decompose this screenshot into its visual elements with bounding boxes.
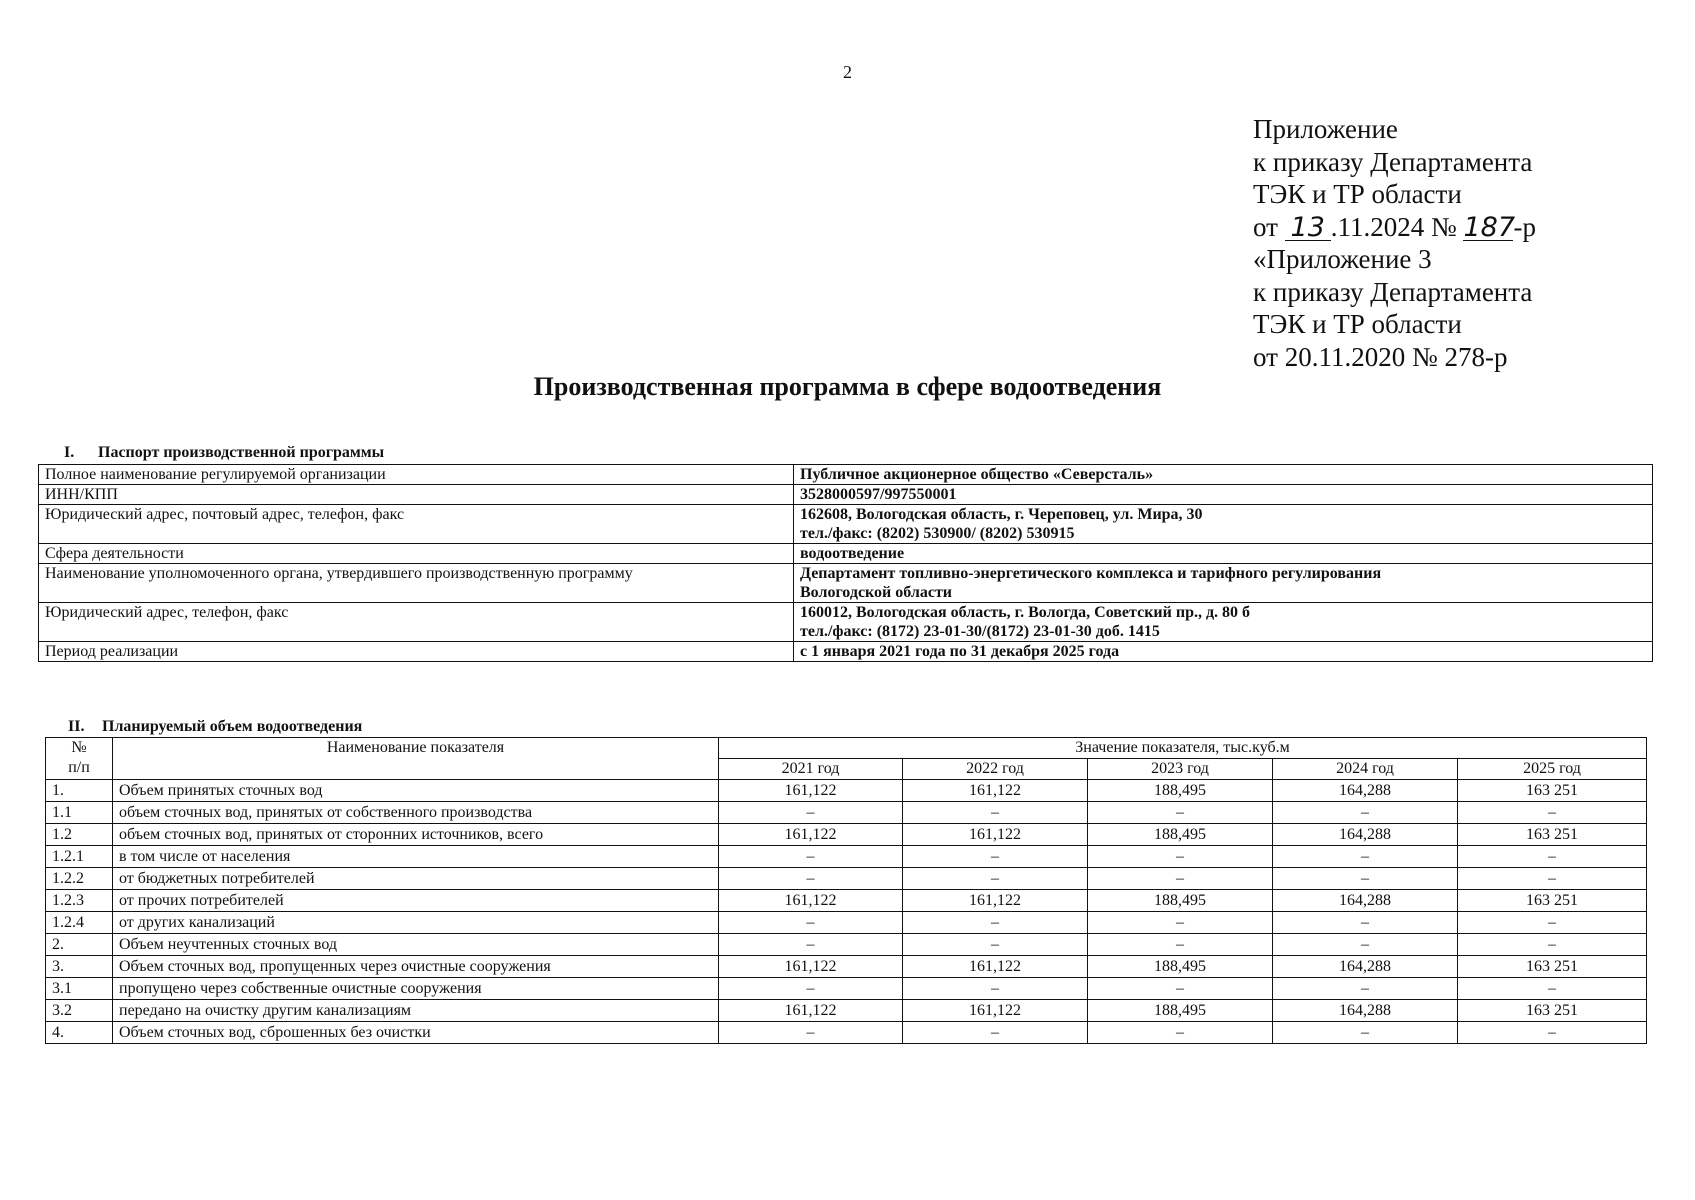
indicator-value: 188,495 <box>1088 890 1273 912</box>
volume-row <box>46 846 1647 868</box>
passport-row <box>39 564 1653 603</box>
appendix-line: ТЭК и ТР области <box>1253 309 1462 339</box>
date-prefix: от <box>1253 211 1278 242</box>
passport-row <box>39 603 1653 642</box>
passport-value-line: с 1 января 2021 года по 31 декабря 2025 года <box>800 643 1120 660</box>
column-header-year: 2024 год <box>1273 759 1458 780</box>
indicator-value: 161,122 <box>903 824 1088 846</box>
indicator-value: – <box>1458 802 1647 824</box>
indicator-value: – <box>719 934 903 956</box>
indicator-value: – <box>1088 934 1273 956</box>
indicator-value: – <box>1273 802 1458 824</box>
indicator-value: – <box>1458 978 1647 1000</box>
indicator-name: Объем сточных вод, пропущенных через очистные сооружения <box>113 956 719 978</box>
appendix-block <box>1253 113 1536 373</box>
volume-row <box>46 956 1647 978</box>
indicator-value: 163 251 <box>1458 956 1647 978</box>
indicator-value: – <box>1088 1022 1273 1044</box>
order-suffix: -р <box>1513 211 1536 242</box>
row-number: 1.1 <box>46 802 113 824</box>
indicator-value: 188,495 <box>1088 1000 1273 1022</box>
passport-table <box>38 464 1653 662</box>
indicator-value: 163 251 <box>1458 1000 1647 1022</box>
column-header-year: 2023 год <box>1088 759 1273 780</box>
indicator-name: объем сточных вод, принятых от собственного производства <box>113 802 719 824</box>
volume-row <box>46 802 1647 824</box>
passport-row <box>39 505 1653 544</box>
appendix-line: к приказу Департамента <box>1253 146 1533 177</box>
indicator-name: Объем принятых сточных вод <box>113 780 719 802</box>
passport-row <box>39 465 1653 485</box>
indicator-value: – <box>903 868 1088 890</box>
indicator-name: объем сточных вод, принятых от сторонних источников, всего <box>113 824 719 846</box>
volume-row <box>46 824 1647 846</box>
indicator-value: – <box>719 978 903 1000</box>
indicator-value: 161,122 <box>903 956 1088 978</box>
indicator-value: – <box>1458 846 1647 868</box>
indicator-value: – <box>719 912 903 934</box>
indicator-name: Объем неучтенных сточных вод <box>113 934 719 956</box>
row-number: 1.2.4 <box>46 912 113 934</box>
indicator-name: пропущено через собственные очистные сооружения <box>113 978 719 1000</box>
indicator-value: 161,122 <box>719 890 903 912</box>
indicator-value: – <box>1458 912 1647 934</box>
indicator-value: – <box>719 868 903 890</box>
indicator-value: 164,288 <box>1273 824 1458 846</box>
indicator-value: – <box>1458 934 1647 956</box>
appendix-line: ТЭК и ТР области <box>1253 179 1462 209</box>
indicator-value: – <box>903 1022 1088 1044</box>
row-number: 3.2 <box>46 1000 113 1022</box>
indicator-value: 164,288 <box>1273 956 1458 978</box>
section-1-heading <box>40 444 384 462</box>
row-number: 3.1 <box>46 978 113 1000</box>
appendix-line: от 20.11.2020 № 278-р <box>1253 341 1508 372</box>
indicator-value: – <box>1273 846 1458 868</box>
passport-row <box>39 544 1653 564</box>
indicator-value: 161,122 <box>903 1000 1088 1022</box>
column-header-year: 2021 год <box>719 759 903 780</box>
indicator-value: 163 251 <box>1458 780 1647 802</box>
indicator-name: от других канализаций <box>113 912 719 934</box>
passport-label: Наименование уполномоченного органа, утвердившего производственную программу <box>39 564 794 603</box>
indicator-value: – <box>903 846 1088 868</box>
indicator-value: – <box>1273 978 1458 1000</box>
indicator-value: – <box>1458 868 1647 890</box>
column-header-value-group: Значение показателя, тыс.куб.м <box>719 738 1647 759</box>
indicator-value: – <box>1088 868 1273 890</box>
passport-value-line: Департамент топливно-энергетического комплекса и тарифного регулирования <box>800 565 1382 582</box>
passport-value-line: водоотведение <box>800 545 905 562</box>
indicator-value: 161,122 <box>719 780 903 802</box>
column-header-number <box>46 738 113 780</box>
volume-table <box>45 737 1647 1044</box>
document-title: Производственная программа в сфере водоотведения <box>533 372 1162 401</box>
volume-row <box>46 890 1647 912</box>
row-number: 1.2.1 <box>46 846 113 868</box>
row-number: 1.2.2 <box>46 868 113 890</box>
indicator-value: 163 251 <box>1458 824 1647 846</box>
indicator-value: 164,288 <box>1273 1000 1458 1022</box>
passport-value <box>794 465 1653 485</box>
section-2-title: Планируемый объем водоотведения <box>102 718 363 735</box>
appendix-line: «Приложение 3 <box>1253 244 1432 274</box>
indicator-value: 161,122 <box>903 780 1088 802</box>
passport-value-line: Вологодской области <box>800 584 953 601</box>
column-header-number-line2: п/п <box>68 759 90 776</box>
passport-value <box>794 564 1653 603</box>
indicator-value: 164,288 <box>1273 890 1458 912</box>
indicator-value: 188,495 <box>1088 956 1273 978</box>
column-header-indicator: Наименование показателя <box>113 738 719 780</box>
volume-row <box>46 868 1647 890</box>
indicator-value: 161,122 <box>719 1000 903 1022</box>
indicator-value: 161,122 <box>719 824 903 846</box>
indicator-value: – <box>1088 912 1273 934</box>
passport-value-line: 162608, Вологодская область, г. Череповец, ул. Мира, 30 <box>800 506 1203 523</box>
indicator-value: – <box>1273 868 1458 890</box>
indicator-value: – <box>1088 846 1273 868</box>
row-number: 1.2 <box>46 824 113 846</box>
volume-row <box>46 1022 1647 1044</box>
handwritten-day: 13 <box>1285 216 1331 241</box>
indicator-value: – <box>719 846 903 868</box>
volume-row <box>46 912 1647 934</box>
passport-label: Полное наименование регулируемой организации <box>39 465 794 485</box>
passport-value <box>794 485 1653 505</box>
passport-value-line: Публичное акционерное общество «Северсталь» <box>800 466 1154 483</box>
appendix-line: к приказу Департамента <box>1253 276 1533 307</box>
handwritten-order-number: 187 <box>1463 211 1516 243</box>
row-number: 3. <box>46 956 113 978</box>
row-number: 1.2.3 <box>46 890 113 912</box>
passport-value <box>794 544 1653 564</box>
indicator-value: 163 251 <box>1458 890 1647 912</box>
indicator-value: – <box>719 1022 903 1044</box>
indicator-value: – <box>1273 934 1458 956</box>
indicator-value: – <box>719 802 903 824</box>
section-2-heading <box>44 718 362 736</box>
indicator-value: – <box>1088 802 1273 824</box>
indicator-name: от бюджетных потребителей <box>113 868 719 890</box>
passport-label: Сфера деятельности <box>39 544 794 564</box>
passport-value-line: тел./факс: (8202) 530900/ (8202) 530915 <box>800 525 1075 542</box>
passport-value-line: 3528000597/997550001 <box>800 486 957 503</box>
indicator-value: – <box>903 978 1088 1000</box>
indicator-value: 188,495 <box>1088 824 1273 846</box>
indicator-value: – <box>903 912 1088 934</box>
volume-row <box>46 978 1647 1000</box>
volume-row <box>46 780 1647 802</box>
date-rest: .11.2024 № <box>1330 211 1457 242</box>
passport-value <box>794 505 1653 544</box>
passport-label: Юридический адрес, телефон, факс <box>39 603 794 642</box>
row-number: 4. <box>46 1022 113 1044</box>
appendix-date-line <box>1253 211 1536 244</box>
section-1-number: I. <box>64 444 75 461</box>
indicator-value: – <box>1088 978 1273 1000</box>
row-number: 1. <box>46 780 113 802</box>
indicator-value: 161,122 <box>903 890 1088 912</box>
passport-label: Период реализации <box>39 642 794 662</box>
indicator-value: – <box>903 802 1088 824</box>
volume-row <box>46 934 1647 956</box>
passport-value <box>794 642 1653 662</box>
page-number: 2 <box>843 62 852 82</box>
passport-row <box>39 642 1653 662</box>
column-header-year: 2022 год <box>903 759 1088 780</box>
passport-label: Юридический адрес, почтовый адрес, телефон, факс <box>39 505 794 544</box>
indicator-name: от прочих потребителей <box>113 890 719 912</box>
section-1-title: Паспорт производственной программы <box>98 444 385 461</box>
column-header-number-line1: № <box>71 739 87 756</box>
passport-value-line: 160012, Вологодская область, г. Вологда, Советский пр., д. 80 б <box>800 604 1251 621</box>
passport-label: ИНН/КПП <box>39 485 794 505</box>
indicator-name: Объем сточных вод, сброшенных без очистки <box>113 1022 719 1044</box>
passport-value <box>794 603 1653 642</box>
indicator-value: 161,122 <box>719 956 903 978</box>
section-2-number: II. <box>68 718 85 735</box>
indicator-name: передано на очистку другим канализациям <box>113 1000 719 1022</box>
indicator-value: – <box>1458 1022 1647 1044</box>
volume-row <box>46 1000 1647 1022</box>
appendix-line: Приложение <box>1253 114 1398 144</box>
indicator-name: в том числе от населения <box>113 846 719 868</box>
column-header-year: 2025 год <box>1458 759 1647 780</box>
row-number: 2. <box>46 934 113 956</box>
indicator-value: – <box>903 934 1088 956</box>
passport-row <box>39 485 1653 505</box>
indicator-value: – <box>1273 1022 1458 1044</box>
indicator-value: – <box>1273 912 1458 934</box>
passport-value-line: тел./факс: (8172) 23-01-30/(8172) 23-01-30 доб. 1415 <box>800 623 1160 640</box>
indicator-value: 164,288 <box>1273 780 1458 802</box>
indicator-value: 188,495 <box>1088 780 1273 802</box>
